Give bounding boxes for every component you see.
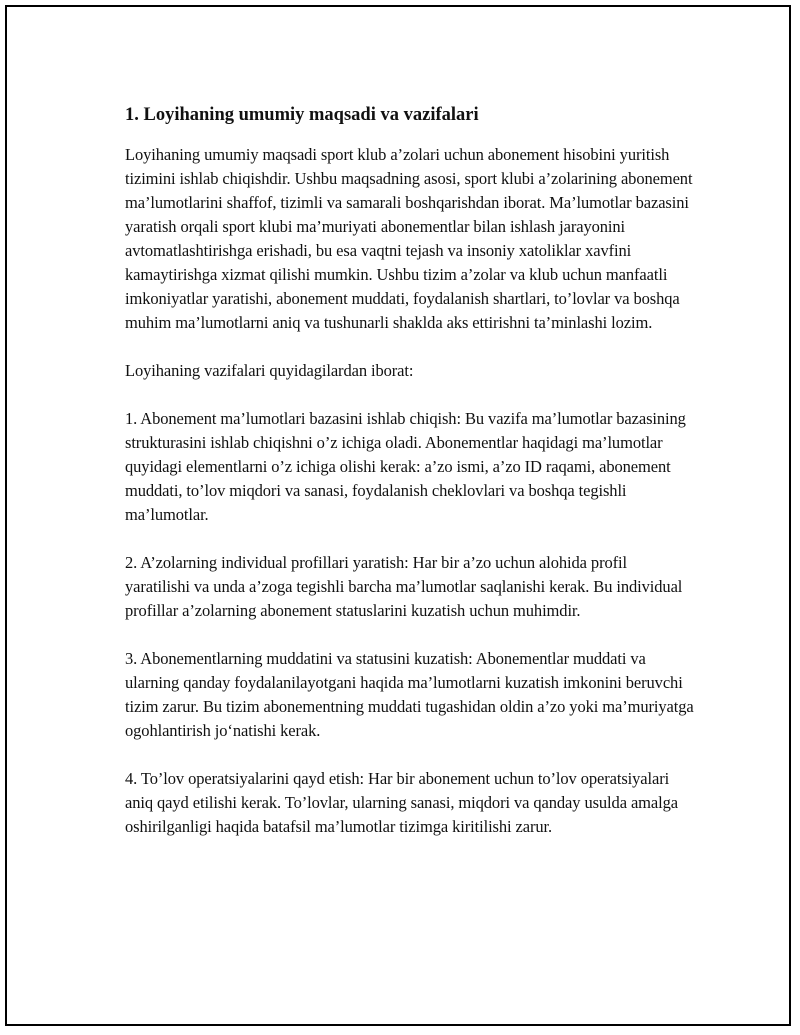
task-2-paragraph: 2. A’zolarning individual profillari yaratish: Har bir a’zo uchun alohida profil yaratilishi va unda a’zoga tegishli barcha ma’lumotlar saqlanishi kerak. Bu individual profillar a’zolarning abonement statuslarini kuzatish uchun muhimdir.	[125, 553, 683, 620]
document-body	[125, 103, 695, 839]
section-title: 1. Loyihaning umumiy maqsadi va vazifalari	[125, 105, 479, 125]
task-3-paragraph: 3. Abonementlarning muddatini va statusini kuzatish: Abonementlar muddati va ularning qanday foydalanilayotgani haqida ma’lumotlarni kuzatish imkonini beruvchi tizim zarur. Bu tizim abonementning muddati tugashidan oldin a’zo yoki ma’muriyatga ogohlantirish jo‘natishi kerak.	[125, 649, 694, 740]
tasks-heading-paragraph: Loyihaning vazifalari quyidagilardan iborat:	[125, 361, 414, 380]
task-4-paragraph: 4. To’lov operatsiyalarini qayd etish: Har bir abonement uchun to’lov operatsiyalari aniq qayd etilishi kerak. To’lovlar, ularning sanasi, miqdori va qanday usulda amalga oshirilganligi haqida batafsil ma’lumotlar tizimga kiritilishi zarur.	[125, 769, 678, 836]
task-1-paragraph: 1. Abonement ma’lumotlari bazasini ishlab chiqish: Bu vazifa ma’lumotlar bazasining strukturasini ishlab chiqishni o’z ichiga oladi. Abonementlar haqidagi ma’lumotlar quyidagi elementlarni o’z ichiga olishi kerak: a’zo ismi, a’zo ID raqami, abonement muddati, to’lov miqdori va sanasi, foydalanish cheklovlari va boshqa tegishli ma’lumotlar.	[125, 409, 686, 524]
intro-paragraph: Loyihaning umumiy maqsadi sport klub a’zolari uchun abonement hisobini yuritish tizimini ishlab chiqishdir. Ushbu maqsadning asosi, sport klubi a’zolarining abonement ma’lumotlarini shaffof, tizimli va samarali boshqarishdan iborat. Ma’lumotlar bazasini yaratish orqali sport klubi ma’muriyati abonementlar bilan ishlash jarayonini avtomatlashtirishga erishadi, bu esa vaqtni tejash va insoniy xatoliklar xavfini kamaytirishga xizmat qilishi mumkin. Ushbu tizim a’zolar va klub uchun manfaatli imkoniyatlar yaratishi, abonement muddati, foydalanish shartlari, to’lovlar va boshqa muhim ma’lumotlarni aniq va tushunarli shaklda aks ettirishni ta’minlashi lozim.	[125, 145, 693, 332]
page-frame	[5, 5, 791, 1026]
